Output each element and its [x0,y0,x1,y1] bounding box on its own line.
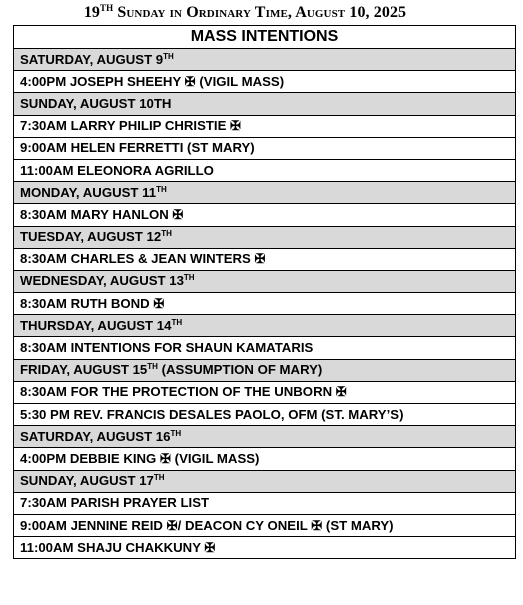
day-header-row [14,49,516,71]
table-title-row [14,26,516,49]
intention-row [14,404,516,426]
row-text: SATURDAY, AUGUST 9 [20,51,164,67]
row-text: SUNDAY, AUGUST 17 [20,473,154,489]
row-text: 7:30AM LARRY PHILIP CHRISTIE ✠ [20,118,242,134]
row-text: 8:30AM CHARLES & JEAN WINTERS ✠ [20,251,266,267]
intention-row [14,71,516,93]
intention-text [14,404,516,426]
intention-text [14,159,516,181]
intention-row [14,448,516,470]
table-title: MASS INTENTIONS [14,26,516,49]
day-label [14,49,516,71]
row-text: 8:30AM RUTH BOND ✠ [20,295,165,311]
ordinal-suffix: TH [161,229,172,239]
row-text: 8:30AM MARY HANLON ✠ [20,206,184,222]
row-text: 4:00PM DEBBIE KING ✠ (VIGIL MASS) [20,450,260,466]
day-header-row [14,226,516,248]
ordinal-suffix: TH [153,473,165,483]
day-label [14,470,516,492]
mass-intentions-table [13,25,516,559]
intention-text [14,115,516,137]
day-header-row [14,270,516,292]
intention-text [14,248,516,270]
day-label [14,315,516,337]
intention-text [14,71,516,93]
day-label [14,359,516,381]
row-text: SATURDAY, AUGUST 16 [20,428,171,444]
row-text: 7:30AM PARISH PRAYER LIST [20,495,210,511]
intention-row [14,514,516,536]
ordinal-suffix: TH [163,51,174,61]
row-text: 11:00AM ELEONORA AGRILLO [20,162,214,178]
intention-text [14,537,516,559]
intention-row [14,293,516,315]
intention-row [14,248,516,270]
ordinal-suffix: TH [183,273,195,283]
day-label [14,270,516,292]
intention-row [14,159,516,181]
intention-text [14,448,516,470]
intention-text [14,137,516,159]
intention-text [14,293,516,315]
row-text: 9:00AM HELEN FERRETTI (ST MARY) [20,140,255,156]
day-header-row [14,426,516,448]
header-text: Sunday in Ordinary Time, August 10, 2025 [117,4,407,21]
row-text: THURSDAY, AUGUST 14 [20,317,172,333]
intention-row [14,492,516,514]
intention-row [14,537,516,559]
day-header-row [14,93,516,115]
intention-row [14,115,516,137]
row-text: TUESDAY, AUGUST 12 [20,229,162,245]
intention-text [14,514,516,536]
row-text: 8:30AM INTENTIONS FOR SHAUN KAMATARIS [20,340,314,356]
row-text: MONDAY, AUGUST 11 [20,184,157,200]
day-label [14,426,516,448]
row-text: WEDNESDAY, AUGUST 13 [20,273,184,289]
row-text: 4:00PM JOSEPH SHEEHY ✠ (VIGIL MASS) [20,73,285,89]
day-header-row [14,182,516,204]
intention-row [14,204,516,226]
header-number: 19 [83,4,101,21]
day-header-row [14,359,516,381]
ordinal-suffix: TH [171,317,183,327]
row-text: 8:30AM FOR THE PROTECTION OF THE UNBORN ✠ [20,384,347,400]
row-text: SUNDAY, AUGUST 10TH [20,95,172,111]
intention-row [14,337,516,359]
row-text: 5:30 PM REV. FRANCIS DESALES PAOLO, OFM (ST. MARY’S) [20,406,404,422]
header-ordinal: TH [100,3,114,13]
day-note: (ASSUMPTION OF MARY) [157,362,323,378]
day-label [14,182,516,204]
row-text: 11:00AM SHAJU CHAKKUNY ✠ [20,539,216,555]
row-text: 9:00AM JENNINE REID ✠/ DEACON CY ONEIL ✠ (ST MARY) [20,517,394,533]
bulletin-header [0,4,490,22]
intention-row [14,381,516,403]
day-header-row [14,470,516,492]
day-header-row [14,315,516,337]
intention-row [14,137,516,159]
ordinal-suffix: TH [170,428,182,438]
day-label [14,226,516,248]
row-text: FRIDAY, AUGUST 15 [20,362,148,378]
intention-text [14,337,516,359]
ordinal-suffix: TH [147,362,158,372]
intention-text [14,204,516,226]
intention-text [14,492,516,514]
ordinal-suffix: TH [156,184,167,194]
intention-text [14,381,516,403]
day-label [14,93,516,115]
